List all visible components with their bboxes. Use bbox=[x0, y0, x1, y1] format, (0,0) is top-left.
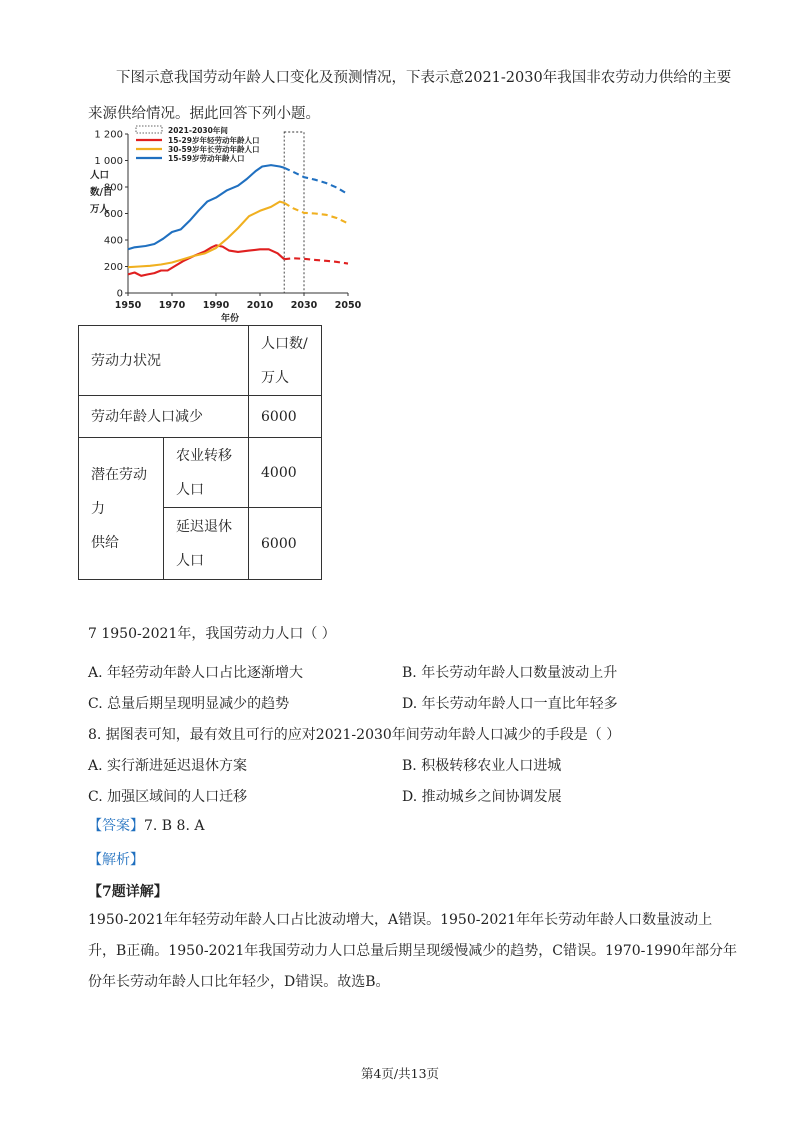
y-tick-label: 400 bbox=[103, 235, 123, 247]
table-row-label-line1: 农业转移 bbox=[176, 447, 232, 464]
y-tick-label: 1 200 bbox=[94, 129, 123, 141]
answer-text: 7. B 8. A bbox=[144, 818, 205, 834]
table-row-value: 4000 bbox=[249, 438, 322, 508]
x-tick-label: 2050 bbox=[334, 300, 362, 311]
x-tick-label: 1970 bbox=[158, 300, 186, 311]
y-tick-label: 600 bbox=[103, 209, 123, 220]
table-row-label-line2: 人口 bbox=[176, 481, 204, 498]
x-tick-label: 2010 bbox=[246, 300, 274, 311]
table-row-label-line1: 延迟退休 bbox=[176, 518, 232, 535]
legend-label-1: 30-59岁年长劳动年龄人口 bbox=[168, 145, 260, 154]
labor-population-chart bbox=[80, 122, 370, 322]
table-group-label-line2: 供给 bbox=[91, 534, 119, 551]
table-header-population bbox=[249, 326, 322, 396]
q7-stem: 7 1950-2021年，我国劳动力人口（ ） bbox=[88, 626, 336, 642]
x-tick-label: 1990 bbox=[202, 300, 230, 311]
y-tick-label: 800 bbox=[103, 182, 123, 194]
table-row-label: 劳动年龄人口减少 bbox=[79, 396, 249, 438]
x-tick-label: 1950 bbox=[114, 300, 142, 311]
series-projection-2 bbox=[284, 168, 348, 195]
q7-detail-label: 【7题详解】 bbox=[88, 884, 168, 900]
q8-option-b: B. 积极转移农业人口进城 bbox=[402, 758, 562, 774]
q8-option-a: A. 实行渐进延迟退休方案 bbox=[88, 758, 248, 774]
y-tick-label: 1 000 bbox=[94, 156, 123, 167]
series-projection-1 bbox=[284, 203, 348, 224]
legend-label-0: 15-29岁年轻劳动年龄人口 bbox=[168, 136, 260, 145]
q7-option-a: A. 年轻劳动年龄人口占比逐渐增大 bbox=[88, 665, 304, 681]
q8-option-c: C. 加强区域间的人口迁移 bbox=[88, 789, 248, 805]
series-line-1 bbox=[128, 202, 284, 268]
table-row-label bbox=[164, 508, 249, 580]
labor-supply-table bbox=[78, 325, 322, 580]
table-header-population-line2: 万人 bbox=[261, 369, 289, 386]
q7-option-b: B. 年长劳动年龄人口数量波动上升 bbox=[402, 665, 618, 681]
table-group-label-line1: 潜在劳动力 bbox=[91, 466, 147, 517]
highlight-2021-2030-box bbox=[284, 132, 304, 293]
q8-stem: 8. 据图表可知，最有效且可行的应对2021-2030年间劳动年龄人口减少的手段是（ ） bbox=[88, 727, 621, 743]
series-line-0 bbox=[128, 245, 284, 275]
answer-label: 【答案】 bbox=[88, 818, 144, 834]
answer-line bbox=[88, 815, 204, 835]
table-row-value: 6000 bbox=[249, 396, 322, 438]
q7-option-c: C. 总量后期呈现明显减少的趋势 bbox=[88, 696, 290, 712]
table-header-status: 劳动力状况 bbox=[79, 326, 249, 396]
q7-explanation: 1950-2021年年轻劳动年龄人口占比波动增大，A错误。1950-2021年年长劳动年龄人口数量波动上升，B正确。1950-2021年我国劳动力人口总量后期呈现缓慢减少的趋势，C错误。1970-1990年部分年份年长劳动年龄人口比年轻少，D错误。故选B。 bbox=[88, 912, 737, 990]
y-tick-label: 200 bbox=[103, 262, 123, 273]
page-footer: 第4页/共13页 bbox=[360, 1066, 440, 1081]
q7-option-d: D. 年长劳动年龄人口一直比年轻多 bbox=[402, 696, 618, 712]
legend-highlight-label: 2021-2030年间 bbox=[168, 126, 228, 135]
legend-highlight-swatch bbox=[136, 126, 162, 133]
legend-label-2: 15-59岁劳动年龄人口 bbox=[168, 154, 245, 163]
y-tick-label: 0 bbox=[116, 288, 123, 300]
x-axis-label: 年份 bbox=[220, 314, 240, 322]
x-tick-label: 2030 bbox=[290, 300, 318, 311]
table-row-value: 6000 bbox=[249, 508, 322, 580]
intro-paragraph: 下图示意我国劳动年龄人口变化及预测情况，下表示意2021-2030年我国非农劳动力供给的主要来源供给情况。据此回答下列小题。 bbox=[88, 70, 732, 122]
analysis-label: 【解析】 bbox=[88, 852, 144, 868]
table-row-label-line2: 人口 bbox=[176, 552, 204, 569]
table-row-label bbox=[164, 438, 249, 508]
table-header-population-line1: 人口数/ bbox=[261, 335, 308, 352]
q8-option-d: D. 推动城乡之间协调发展 bbox=[402, 789, 562, 805]
table-group-label bbox=[79, 438, 164, 580]
y-axis-label: 人口数/百万人 bbox=[90, 170, 113, 215]
series-line-2 bbox=[128, 165, 284, 249]
series-projection-0 bbox=[284, 258, 348, 263]
